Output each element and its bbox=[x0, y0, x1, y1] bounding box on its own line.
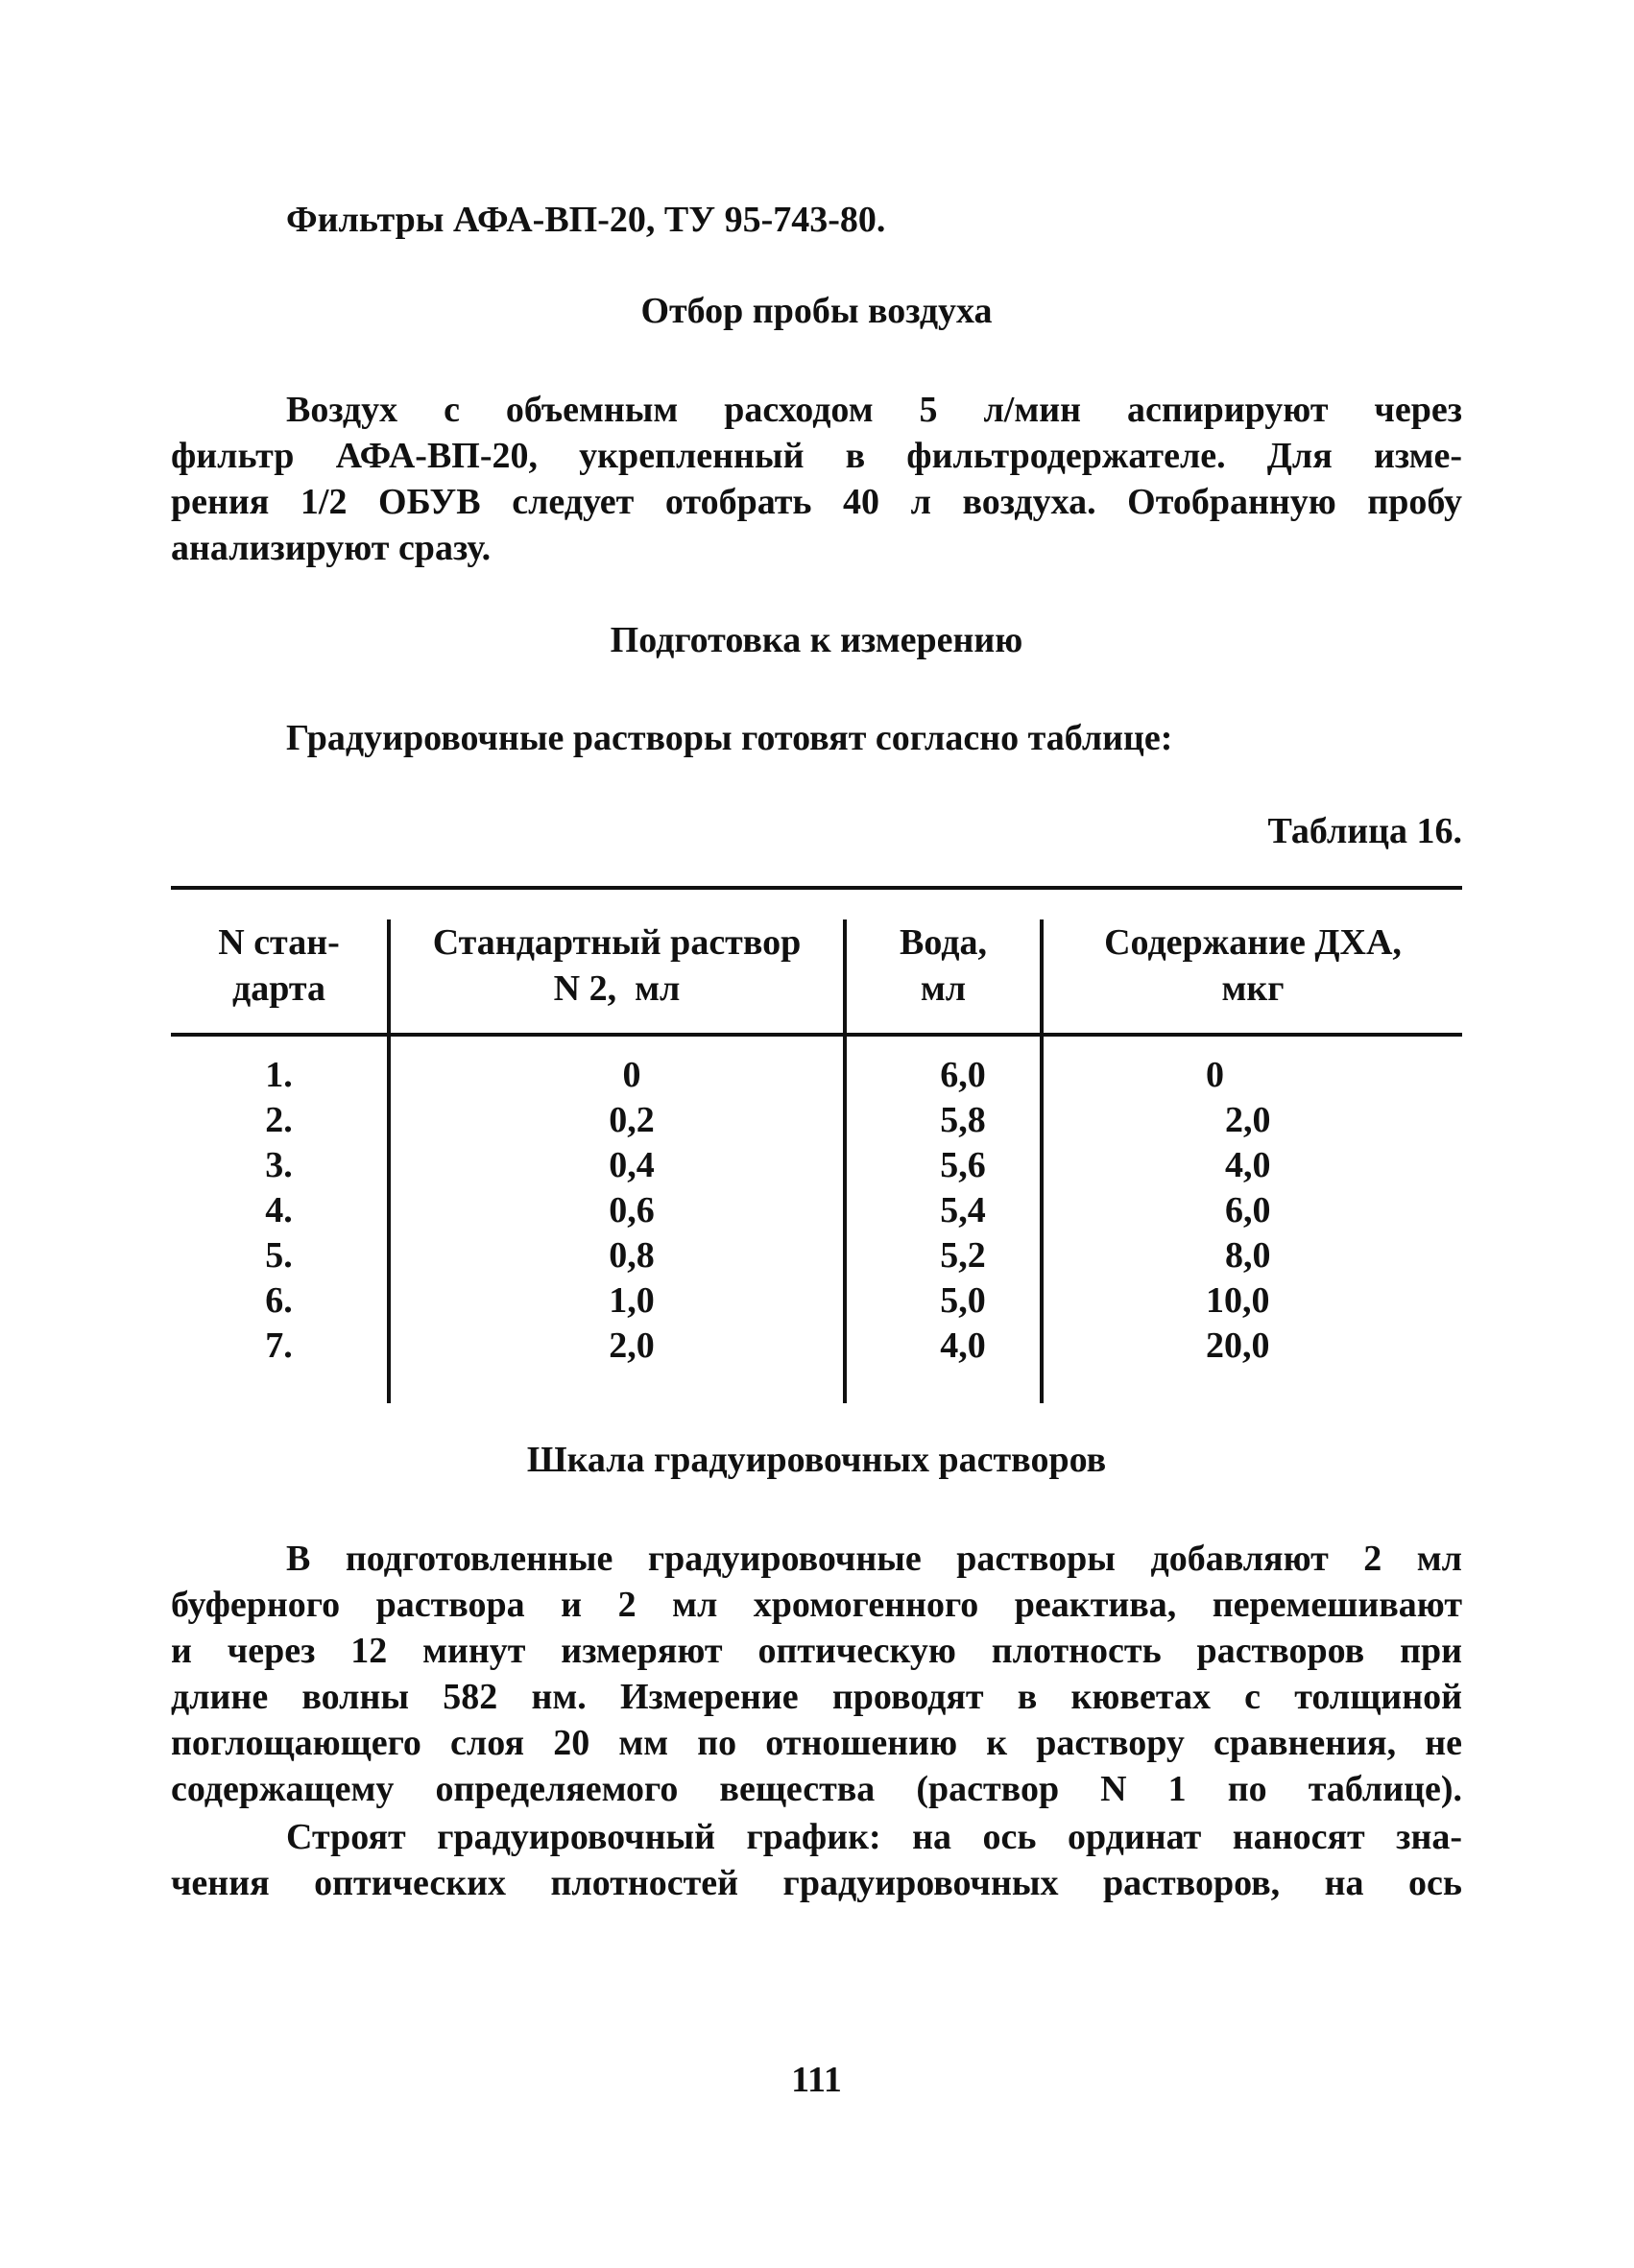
sampling-line-2: фильтр АФА-ВП-20, укрепленный в фильтродержателе. Для изме- bbox=[171, 436, 1462, 476]
header-num-line-2: дарта bbox=[232, 968, 325, 1009]
scale-para2-line-1: Строят градуировочный график: на ось ординат наносят зна- bbox=[286, 1817, 1462, 1857]
cell-std: 0 bbox=[622, 1055, 641, 1095]
scale-para1-line-4: длине волны 582 нм. Измерение проводят в кюветах с толщиной bbox=[171, 1677, 1462, 1717]
cell-dha: 2,0 bbox=[1225, 1100, 1271, 1140]
cell-num: 3. bbox=[265, 1145, 293, 1185]
scale-para1-line-2: буферного раствора и 2 мл хромогенного реактива, перемешивают bbox=[171, 1585, 1462, 1625]
column-water bbox=[877, 1053, 1049, 1369]
scale-para1-line-3: и через 12 минут измеряют оптическую плотность растворов при bbox=[171, 1631, 1462, 1671]
cell-dha: 4,0 bbox=[1225, 1145, 1271, 1185]
header-water-line-1: Вода, bbox=[900, 922, 987, 963]
table-header-rule bbox=[171, 1033, 1462, 1037]
column-num bbox=[171, 1053, 387, 1369]
cell-water: 5,6 bbox=[940, 1145, 986, 1185]
cell-dha: 10,0 bbox=[1206, 1280, 1270, 1321]
cell-dha: 8,0 bbox=[1225, 1235, 1271, 1276]
document-page bbox=[171, 0, 1462, 2268]
cell-num: 2. bbox=[265, 1100, 293, 1140]
cell-std: 0,2 bbox=[609, 1100, 655, 1140]
sampling-line-4: анализируют сразу. bbox=[171, 528, 492, 568]
column-standard bbox=[421, 1053, 843, 1369]
cell-num: 6. bbox=[265, 1280, 293, 1321]
cell-dha: 0 bbox=[1206, 1055, 1224, 1095]
scale-heading: Шкала градуировочных растворов bbox=[526, 1440, 1107, 1480]
cell-std: 0,6 bbox=[609, 1190, 655, 1230]
cell-dha: 6,0 bbox=[1225, 1190, 1271, 1230]
cell-std: 2,0 bbox=[609, 1325, 655, 1366]
header-num bbox=[171, 919, 387, 1012]
cell-std: 0,4 bbox=[609, 1145, 655, 1185]
sampling-line-3: рения 1/2 ОБУВ следует отобрать 40 л воздуха. Отобранную пробу bbox=[171, 482, 1462, 522]
cell-water: 5,8 bbox=[940, 1100, 986, 1140]
header-dha-content bbox=[1044, 919, 1462, 1012]
header-dha-line-2: мкг bbox=[1221, 968, 1285, 1009]
cell-water: 5,4 bbox=[940, 1190, 986, 1230]
table-divider bbox=[387, 1037, 391, 1403]
scale-para1-line-6: содержащему определяемого вещества (раствор N 1 по таблице). bbox=[171, 1769, 1462, 1809]
cell-std: 0,8 bbox=[609, 1235, 655, 1276]
scale-para1-line-5: поглощающего слоя 20 мм по отношению к раствору сравнения, не bbox=[171, 1723, 1462, 1763]
header-std-line-2: N 2, мл bbox=[553, 968, 681, 1009]
cell-water: 4,0 bbox=[940, 1325, 986, 1366]
header-std-line-1: Стандартный раствор bbox=[432, 922, 802, 963]
preparation-intro: Градуировочные растворы готовят согласно таблице: bbox=[286, 718, 1173, 758]
header-water bbox=[847, 919, 1040, 1012]
header-dha-line-1: Содержание ДХА, bbox=[1104, 922, 1402, 963]
cell-num: 5. bbox=[265, 1235, 293, 1276]
table-divider bbox=[843, 1037, 847, 1403]
column-dha bbox=[1093, 1053, 1438, 1369]
scale-para2-line-2: чения оптических плотностей градуировочных растворов, на ось bbox=[171, 1863, 1462, 1903]
header-standard-solution bbox=[391, 919, 843, 1012]
cell-dha: 20,0 bbox=[1206, 1325, 1270, 1366]
scale-para1-line-1: В подготовленные градуировочные растворы добавляют 2 мл bbox=[286, 1539, 1462, 1579]
header-num-line-1: N стан- bbox=[218, 922, 340, 963]
sampling-line-1: Воздух с объемным расходом 5 л/мин аспирируют через bbox=[286, 390, 1462, 430]
filter-title: Фильтры АФА-ВП-20, ТУ 95-743-80. bbox=[286, 200, 886, 240]
sampling-heading: Отбор пробы воздуха bbox=[640, 291, 993, 331]
table-top-rule bbox=[171, 886, 1462, 890]
cell-water: 5,0 bbox=[940, 1280, 986, 1321]
cell-water: 6,0 bbox=[940, 1055, 986, 1095]
cell-water: 5,2 bbox=[940, 1235, 986, 1276]
cell-num: 4. bbox=[265, 1190, 293, 1230]
header-water-line-2: мл bbox=[920, 968, 967, 1009]
page-number: 111 bbox=[791, 2060, 842, 2100]
cell-num: 7. bbox=[265, 1325, 293, 1366]
cell-num: 1. bbox=[265, 1055, 293, 1095]
preparation-heading: Подготовка к измерению bbox=[610, 620, 1023, 660]
cell-std: 1,0 bbox=[609, 1280, 655, 1321]
table-caption: Таблица 16. bbox=[1267, 811, 1462, 851]
